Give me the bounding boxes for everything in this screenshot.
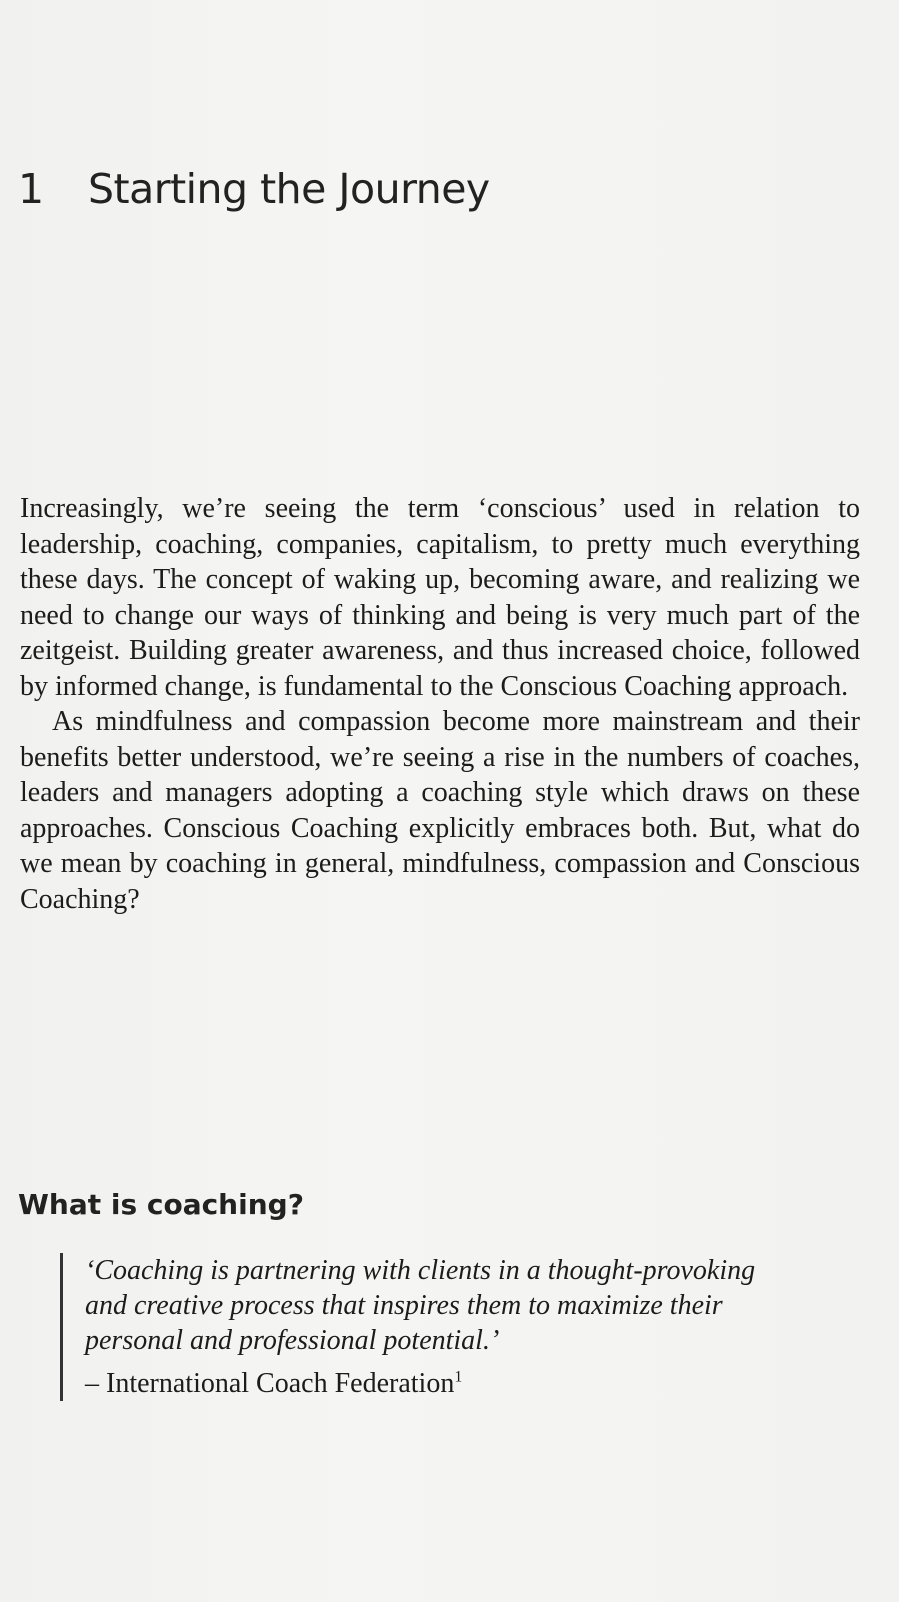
chapter-title: Starting the Journey — [88, 165, 490, 214]
chapter-heading — [18, 165, 718, 213]
attribution-text: – International Coach Federation — [85, 1368, 455, 1399]
section-heading: What is coaching? — [18, 1188, 304, 1222]
paragraph-intro: Increasingly, we’re seeing the term ‘conscious’ used in relation to leadership, coaching, companies, capitalism, to pretty much everything these days. The concept of waking up, becoming aware, and realizing we need to change our ways of thinking and being is very much part of the zeitgeist. Building greater awareness, and thus increased choice, followed by informed change, is fundamental to the Conscious Coaching approach. — [20, 493, 860, 702]
quote-text: ‘Coaching is partnering with clients in a thought-provoking and creative process that inspires them to maximize their personal and professional potential.’ — [85, 1255, 756, 1356]
paragraph-mindfulness: As mindfulness and compassion become more mainstream and their benefits better understood, we’re seeing a rise in the numbers of coaches, leaders and managers adopting a coaching style which draws on these approaches. Conscious Coaching explicitly embraces both. But, what do we mean by coaching in general, mindfulness, compassion and Conscious Coaching? — [20, 706, 860, 915]
chapter-number: 1 — [18, 165, 44, 214]
quote-attribution — [85, 1366, 765, 1401]
footnote-marker: 1 — [454, 1368, 463, 1386]
body-text — [20, 491, 860, 917]
blockquote — [60, 1253, 765, 1401]
